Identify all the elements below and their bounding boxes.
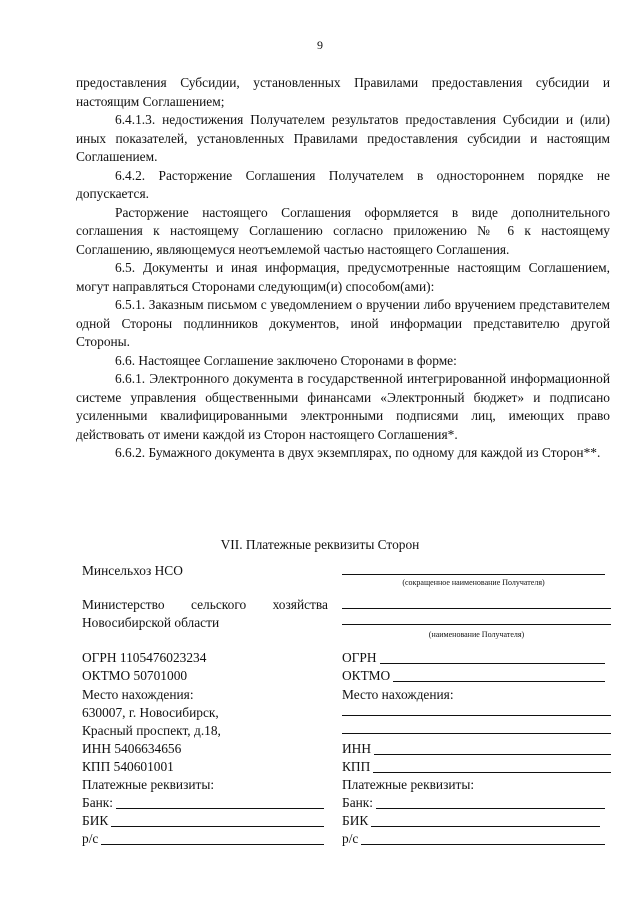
body-text <box>76 74 610 463</box>
recipient-full-name-line-1 <box>342 608 611 609</box>
left-address-line2: Красный проспект, д.18, <box>82 723 221 738</box>
left-inn: ИНН 5406634656 <box>82 741 182 756</box>
right-inn-label: ИНН <box>342 741 372 756</box>
left-bik-label: БИК <box>82 813 109 828</box>
right-bank-label: Банк: <box>342 795 374 810</box>
right-location-line-1 <box>342 715 611 716</box>
left-bik-field <box>82 812 324 830</box>
paragraph: 6.5. Документы и иная информация, предусмотренные настоящим Соглашением, могут направляться Сторонами следующим(и) способом(ами): <box>76 260 610 294</box>
page-number: 9 <box>317 38 323 52</box>
right-location-label: Место нахождения: <box>342 687 454 702</box>
right-oktmo-line <box>393 681 605 682</box>
paragraph: Расторжение настоящего Соглашения оформляется в виде дополнительного соглашения к настоящему Соглашению согласно приложению № 6 к настоящему Соглашению, являющемуся неотъемлемой частью настоящего Соглашения. <box>76 204 610 257</box>
left-oktmo: ОКТМО 50701000 <box>82 668 188 683</box>
recipient-short-name-caption: (сокращенное наименование Получателя) <box>402 578 545 587</box>
right-bik-field <box>342 812 600 830</box>
left-rs-line <box>101 844 324 845</box>
right-ogrn-label: ОГРН <box>342 650 377 665</box>
left-rs-label: р/с <box>82 831 99 846</box>
right-oktmo-label: ОКТМО <box>342 668 391 683</box>
left-bik-line <box>111 826 324 827</box>
right-payment-label: Платежные реквизиты: <box>342 777 475 792</box>
recipient-full-name-caption: (наименование Получателя) <box>428 630 525 639</box>
left-kpp: КПП 540601001 <box>82 759 174 774</box>
left-bank-line <box>116 808 324 809</box>
right-kpp-label: КПП <box>342 759 371 774</box>
right-rs-line <box>361 844 605 845</box>
left-address-line1: 630007, г. Новосибирск, <box>82 705 219 720</box>
section-title: VII. Платежные реквизиты Сторон <box>220 537 420 552</box>
left-short-name: Минсельхоз НСО <box>82 563 183 578</box>
left-full-name-line1: Министерство сельского хозяйства <box>82 597 328 612</box>
right-kpp-line <box>373 772 611 773</box>
right-location-line-2 <box>342 733 611 734</box>
right-ogrn-field <box>342 649 605 667</box>
left-payment-label: Платежные реквизиты: <box>82 777 215 792</box>
paragraph: 6.6.2. Бумажного документа в двух экземплярах, по одному для каждой из Сторон**. <box>115 445 601 460</box>
right-bank-line <box>376 808 605 809</box>
left-ogrn: ОГРН 1105476023234 <box>82 650 207 665</box>
right-inn-line <box>374 754 611 755</box>
right-ogrn-line <box>380 663 605 664</box>
right-oktmo-field <box>342 667 605 685</box>
recipient-short-name-line <box>342 574 605 575</box>
right-bik-label: БИК <box>342 813 369 828</box>
paragraph: 6.5.1. Заказным письмом с уведомлением о вручении либо вручением представителем одной Стороны подлинников документов, иной информации представителю другой Стороны. <box>76 297 610 349</box>
right-rs-label: р/с <box>342 831 359 846</box>
right-kpp-field <box>342 758 611 776</box>
left-rs-field <box>82 830 324 848</box>
right-bik-line <box>371 826 600 827</box>
left-location-label: Место нахождения: <box>82 687 194 702</box>
paragraph: 6.4.2. Расторжение Соглашения Получателем в одностороннем порядке не допускается. <box>76 167 610 201</box>
right-bank-field <box>342 794 605 812</box>
paragraph: предоставления Субсидии, установленных Правилами предоставления субсидии и настоящим Соглашением; <box>76 75 610 109</box>
left-bank-field <box>82 794 324 812</box>
recipient-full-name-line-2 <box>342 624 611 625</box>
right-inn-field <box>342 740 611 758</box>
left-full-name-line2: Новосибирской области <box>82 615 220 630</box>
paragraph: 6.6. Настоящее Соглашение заключено Сторонами в форме: <box>115 352 457 368</box>
right-rs-field <box>342 830 605 848</box>
paragraph: 6.6.1. Электронного документа в государственной интегрированной информационной системе управления общественными финансами «Электронный бюджет» и подписано усиленными квалифицированными электронными подписями лиц, имеющих право действовать от имени каждой из Сторон настоящего Соглашения*. <box>76 371 610 442</box>
left-bank-label: Банк: <box>82 795 114 810</box>
paragraph: 6.4.1.3. недостижения Получателем результатов предоставления Субсидии и (или) иных показателей, установленных Правилами предоставления субсидии и настоящим Соглашением. <box>76 112 610 164</box>
